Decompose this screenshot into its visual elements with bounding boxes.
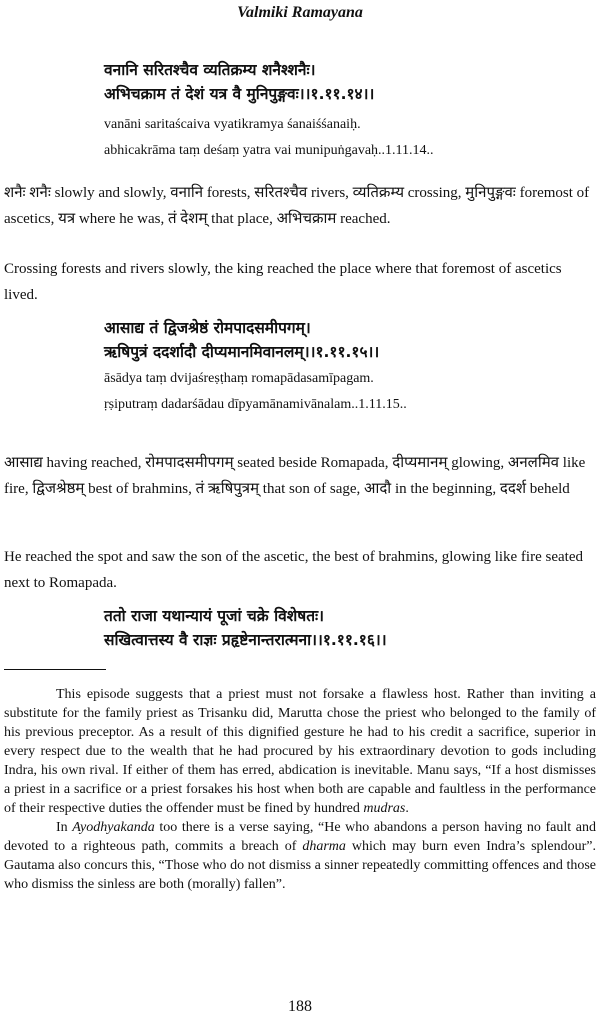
- footnote-divider: [4, 669, 106, 670]
- verse-devanagari-line: अभिचक्राम तं देशं यत्र वै मुनिपुङ्गवः।।१.११.१४।।: [104, 85, 375, 103]
- footnote: [4, 685, 596, 894]
- verse-devanagari-line: सखित्वात्तस्य वै राज्ञः प्रहृष्टेनान्तरात्मना।।१.११.१६।।: [104, 631, 387, 649]
- verse-transliteration-line: vanāni saritaścaiva vyatikramya śanaiśśanaiḥ.: [104, 117, 361, 132]
- verse-1-15: [104, 316, 584, 418]
- footnote-text: This episode suggests that a priest must not forsake a flawless host. Rather than inviting a substitute for the family priest as Trisanku did, Marutta chose the priest who belonged to the family of his previous preceptor. As a result of this dignified gesture he had to his credit a sacrifice, superior in every respect due to the wealth that he had procured by his extraordinary devotion to gods including Indra, his own rival. If either of them has erred, abdication is inevitable. Manu says, “If a host dismisses a priest in a sacrifice or a priest forsakes his host when both are capable and faultless in the performance of their respective duties the offender must be fined by hundred: [4, 687, 596, 816]
- footnote-paragraph: [4, 818, 596, 894]
- verse-1-14: [104, 58, 584, 164]
- footnote-text: which may burn even Indra’s splendour”. Gautama also concurs this, “Those who do not dismiss a sinner repeatedly committing offences and those who dismiss the sinless are both (morally) fallen”.: [4, 839, 596, 892]
- footnote-emphasis: dharma: [302, 839, 346, 854]
- verse-translation: He reached the spot and saw the son of the ascetic, the best of brahmins, glowing like fire seated next to Romapada.: [4, 549, 583, 591]
- footnote-paragraph: [4, 685, 596, 818]
- footnote-text: In: [56, 820, 73, 835]
- verse-1-16: [104, 604, 584, 652]
- verse-devanagari-line: आसाद्य तं द्विजश्रेष्ठं रोमपादसमीपगम्।: [104, 319, 311, 337]
- verse-transliteration-line: abhicakrāma taṃ deśaṃ yatra vai munipuṅgavaḥ..1.11.14..: [104, 143, 434, 158]
- verse-transliteration-line: ṛṣiputraṃ dadarśādau dīpyamānamivānalam..1.11.15..: [104, 397, 407, 412]
- footnote-emphasis: mudras: [363, 801, 406, 816]
- footnote-text: too there is a verse saying, “He who abandons a person having no fault and devoted to a righteous path, commits a breach of: [4, 820, 596, 854]
- page-number: 188: [288, 998, 312, 1015]
- footnote-text: .: [405, 801, 409, 816]
- word-gloss: शनैः शनैः slowly and slowly, वनानि forests, सरितश्चैव rivers, व्यतिक्रम्य crossing, मुनिपुङ्गवः foremost of ascetics, यत्र where he was, तं देशम् that place, अभिचक्राम reached.: [4, 185, 590, 227]
- verse-transliteration-line: āsādya taṃ dvijaśreṣṭhaṃ romapādasamīpagam.: [104, 371, 374, 386]
- verse-translation: Crossing forests and rivers slowly, the king reached the place where that foremost of ascetics lived.: [4, 261, 562, 303]
- verse-devanagari-line: वनानि सरितश्चैव व्यतिक्रम्य शनैश्शनैः।: [104, 61, 316, 79]
- verse-devanagari-line: ततो राजा यथान्यायं पूजां चक्रे विशेषतः।: [104, 607, 325, 625]
- running-head: Valmiki Ramayana: [237, 4, 363, 21]
- word-gloss: आसाद्य having reached, रोमपादसमीपगम् seated beside Romapada, दीप्यमानम् glowing, अनलमिव like fire, द्विजश्रेष्ठम् best of brahmins, तं ऋषिपुत्रम् that son of sage, आदौ in the beginning, ददर्श beheld: [4, 455, 586, 497]
- verse-devanagari-line: ऋषिपुत्रं ददर्शादौ दीप्यमानमिवानलम्।।१.११.१५।।: [104, 343, 380, 361]
- footnote-emphasis: Ayodhyakanda: [72, 820, 155, 835]
